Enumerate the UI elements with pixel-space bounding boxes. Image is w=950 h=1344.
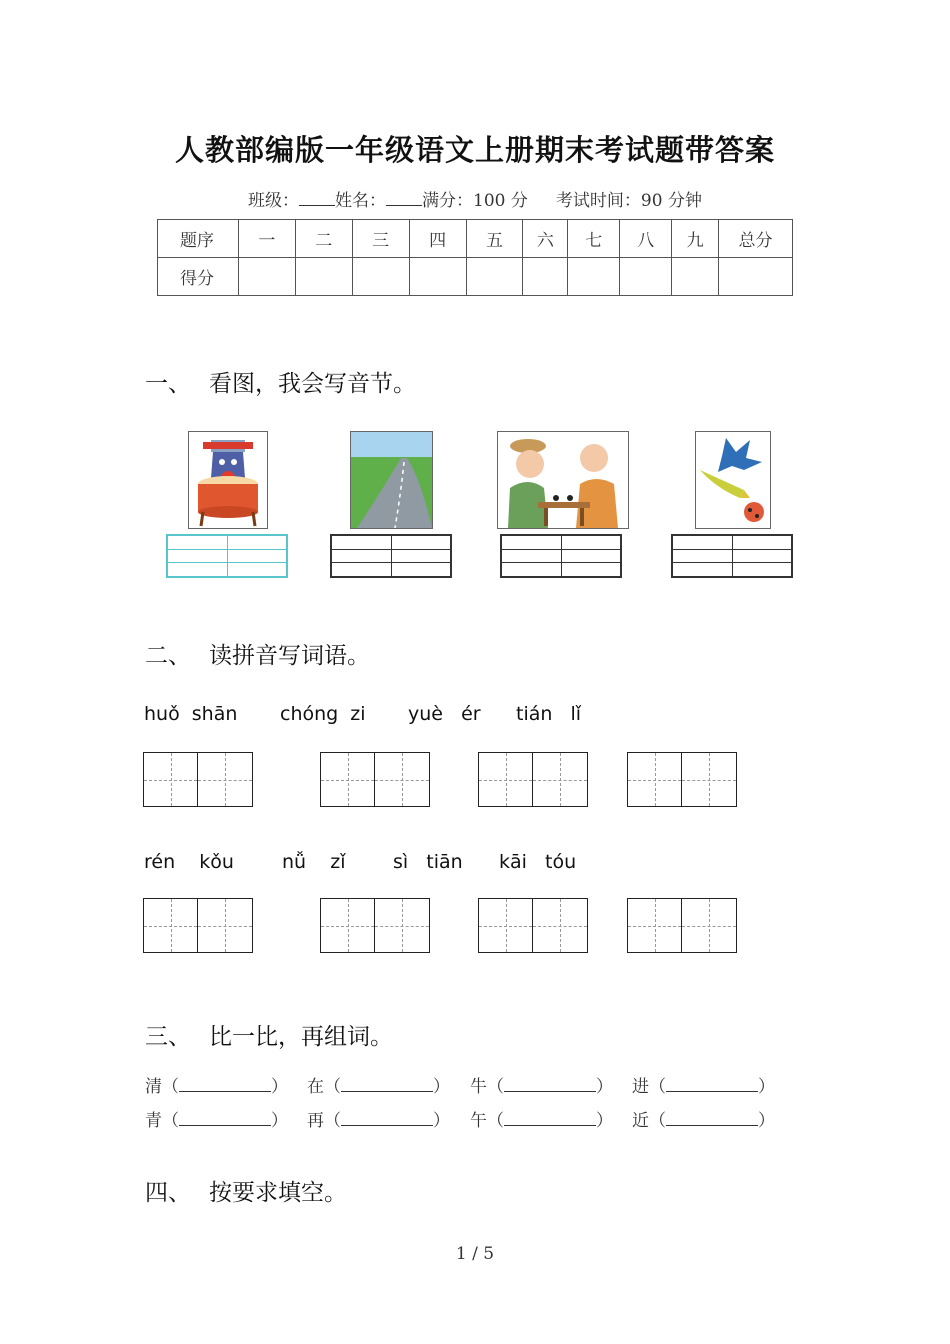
score-cell[interactable] (523, 258, 568, 296)
answer-blank[interactable] (179, 1078, 271, 1092)
road-icon (350, 431, 433, 529)
score-cell[interactable] (352, 258, 409, 296)
compare-item: 清（ ） (145, 1077, 288, 1097)
score-header-cell: 五 (466, 220, 523, 258)
score-cell[interactable] (672, 258, 719, 296)
score-cell[interactable] (620, 258, 672, 296)
section-3-heading (145, 1018, 393, 1051)
score-table (157, 219, 793, 296)
section-1-heading (145, 365, 416, 398)
exam-info (0, 186, 950, 211)
pinyin-word: tián lǐ (516, 703, 582, 725)
class-label: 班级： (248, 191, 300, 211)
pinyin-grid[interactable] (330, 534, 452, 578)
section-title: 按要求填空。 (209, 1180, 347, 1206)
score-header-cell: 四 (409, 220, 466, 258)
compare-item: 青（ ） (145, 1111, 288, 1131)
pinyin-word: chóng zi (280, 703, 366, 725)
pinyin-word: kāi tóu (499, 851, 577, 873)
score-header-cell: 总分 (719, 220, 793, 258)
pinyin-word: nǚ zǐ (282, 851, 346, 873)
section-number: 四、 (145, 1180, 191, 1206)
score-cell[interactable] (466, 258, 523, 296)
pinyin-word: sì tiān (393, 851, 463, 873)
pinyin-word: yuè ér (408, 703, 481, 725)
full-score: 满分：100 分 (422, 191, 528, 211)
answer-blank[interactable] (341, 1112, 433, 1126)
score-row (158, 258, 793, 296)
origami-icon (695, 431, 771, 529)
section-title: 看图，我会写音节。 (209, 371, 416, 397)
score-header-cell: 三 (352, 220, 409, 258)
exam-time: 考试时间：90 分钟 (555, 191, 702, 211)
score-header-cell: 二 (295, 220, 352, 258)
name-blank[interactable] (386, 191, 422, 206)
score-cell[interactable] (295, 258, 352, 296)
drum-icon (188, 431, 268, 529)
pinyin-grid[interactable] (671, 534, 793, 578)
chess-players-icon (497, 431, 629, 529)
score-header-cell: 题序 (158, 220, 239, 258)
tianzi-grid[interactable] (478, 752, 588, 807)
compare-item: 再（ ） (307, 1111, 450, 1131)
section-number: 三、 (145, 1024, 191, 1050)
score-header-cell: 七 (568, 220, 620, 258)
answer-blank[interactable] (666, 1078, 758, 1092)
score-row-label: 得分 (158, 258, 239, 296)
answer-blank[interactable] (179, 1112, 271, 1126)
name-label: 姓名： (335, 191, 387, 211)
score-header-cell: 一 (238, 220, 295, 258)
score-header-cell: 六 (523, 220, 568, 258)
class-blank[interactable] (299, 191, 335, 206)
compare-item: 在（ ） (307, 1077, 450, 1097)
tianzi-grid[interactable] (320, 898, 430, 953)
tianzi-grid[interactable] (478, 898, 588, 953)
page-number: 1 / 5 (455, 1244, 495, 1264)
section-4-heading (145, 1174, 347, 1207)
answer-blank[interactable] (504, 1078, 596, 1092)
section-number: 二、 (145, 643, 191, 669)
section-2-heading (145, 637, 370, 670)
answer-blank[interactable] (504, 1112, 596, 1126)
score-cell[interactable] (238, 258, 295, 296)
tianzi-grid[interactable] (627, 752, 737, 807)
compare-item: 午（ ） (470, 1111, 613, 1131)
tianzi-grid[interactable] (627, 898, 737, 953)
score-cell[interactable] (568, 258, 620, 296)
compare-item: 牛（ ） (470, 1077, 613, 1097)
page-title: 人教部编版一年级语文上册期末考试题带答案 (174, 133, 775, 167)
score-header-cell: 八 (620, 220, 672, 258)
section-title: 比一比，再组词。 (209, 1024, 393, 1050)
pinyin-word: rén kǒu (144, 851, 234, 873)
answer-blank[interactable] (666, 1112, 758, 1126)
section-number: 一、 (145, 371, 191, 397)
score-cell[interactable] (409, 258, 466, 296)
section-title: 读拼音写词语。 (209, 643, 370, 669)
tianzi-grid[interactable] (320, 752, 430, 807)
tianzi-grid[interactable] (143, 898, 253, 953)
score-cell[interactable] (719, 258, 793, 296)
score-header-row (158, 220, 793, 258)
answer-blank[interactable] (341, 1078, 433, 1092)
compare-item: 近（ ） (632, 1111, 775, 1131)
pinyin-grid[interactable] (166, 534, 288, 578)
pinyin-word: huǒ shān (144, 703, 238, 725)
compare-item: 进（ ） (632, 1077, 775, 1097)
score-header-cell: 九 (672, 220, 719, 258)
tianzi-grid[interactable] (143, 752, 253, 807)
pinyin-grid[interactable] (500, 534, 622, 578)
